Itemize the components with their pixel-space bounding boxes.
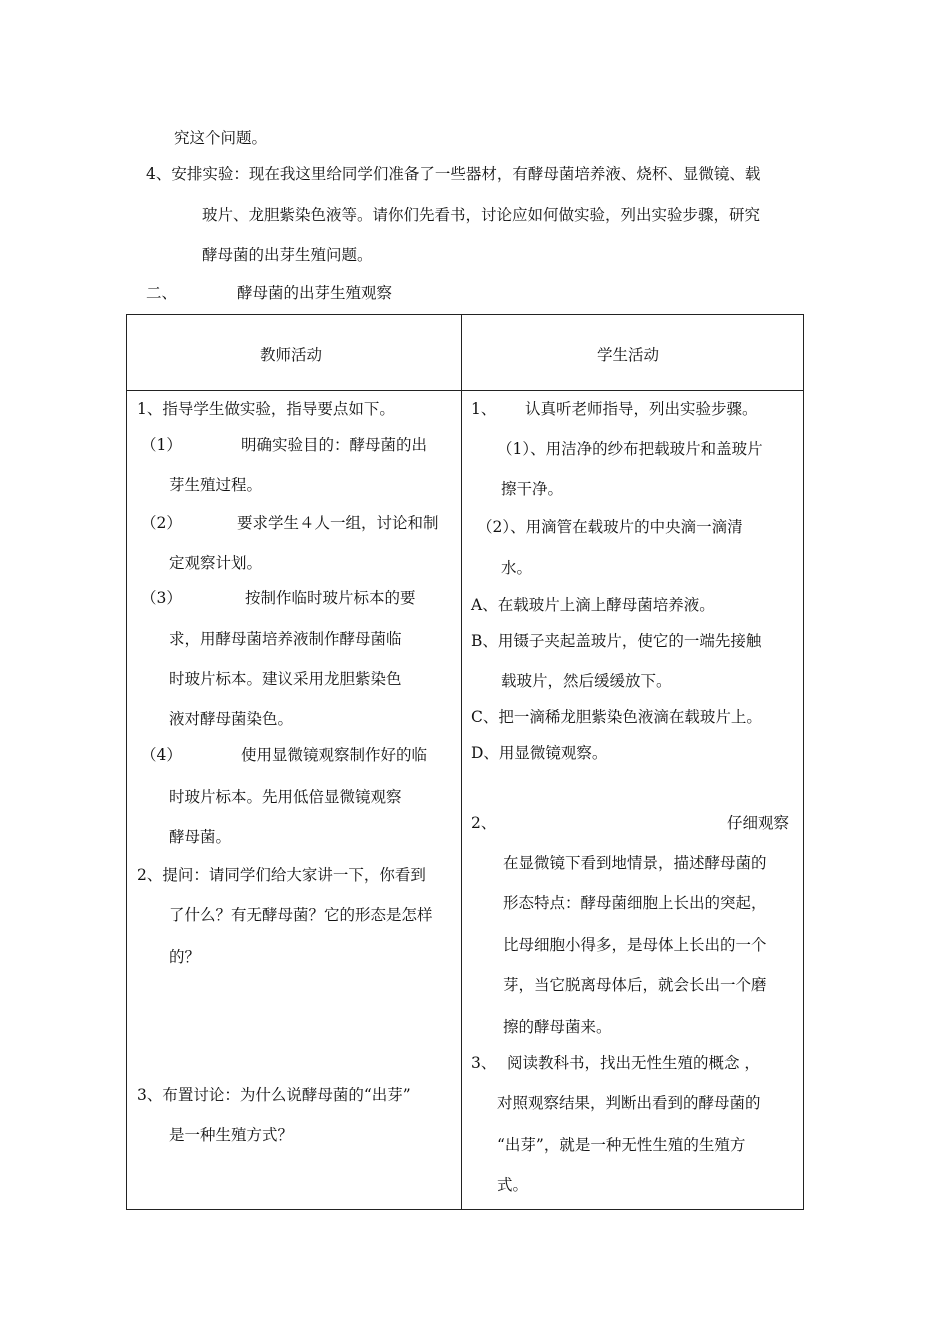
section-number: 二、 [146, 284, 178, 302]
teacher-line: 2、提问：请同学们给大家讲一下，你看到 [137, 866, 426, 884]
student-line: 在显微镜下看到地情景，描述酵母菌的 [503, 854, 767, 872]
step-4-line-3: 酵母菌的出芽生殖问题。 [202, 246, 373, 264]
teacher-line: 1、指导学生做实验，指导要点如下。 [137, 400, 395, 418]
student-line: （2）、用滴管在载玻片的中央滴一滴清 [477, 518, 743, 536]
header-teacher-activity: 教师活动 [260, 346, 323, 364]
student-line: C、把一滴稀龙胆紫染色液滴在载玻片上。 [471, 708, 762, 726]
teacher-line: 了什么？有无酵母菌？它的形态是怎样 [169, 906, 433, 924]
student-line: 阅读教科书，找出无性生殖的概念 ， [507, 1054, 760, 1072]
teacher-line: 时玻片标本。先用低倍显微镜观察 [169, 788, 402, 806]
student-line: 3、 [471, 1054, 497, 1072]
activity-table [126, 314, 804, 1210]
teacher-line: 求，用酵母菌培养液制作酵母菌临 [169, 630, 402, 648]
header-student-activity: 学生活动 [597, 346, 660, 364]
column-divider [461, 315, 462, 1209]
teacher-line: （3） [141, 589, 182, 607]
student-line: “出芽”，就是一种无性生殖的生殖方 [497, 1136, 746, 1154]
section-title: 酵母菌的出芽生殖观察 [237, 284, 393, 302]
student-line: 擦干净。 [501, 480, 564, 498]
header-divider [127, 390, 803, 391]
teacher-line: 是一种生殖方式？ [169, 1126, 294, 1144]
teacher-line: 定观察计划。 [169, 554, 263, 572]
student-line: 1、 [471, 400, 497, 418]
teacher-line: （4） [141, 746, 182, 764]
intro-continuation: 究这个问题。 [174, 129, 268, 147]
student-line: 认真听老师指导，列出实验步骤。 [525, 400, 758, 418]
student-line: 仔细观察 [727, 814, 790, 832]
teacher-line: 酵母菌。 [169, 828, 232, 846]
student-line: B、用镊子夹起盖玻片，使它的一端先接触 [471, 632, 762, 650]
step-4-line-1: 4、安排实验：现在我这里给同学们准备了一些器材，有酵母菌培养液、烧杯、显微镜、载 [146, 165, 761, 183]
student-line: D、用显微镜观察。 [471, 744, 608, 762]
teacher-line: 芽生殖过程。 [169, 476, 263, 494]
teacher-line: 3、布置讨论：为什么说酵母菌的“出芽” [137, 1086, 411, 1104]
student-line: 2、 [471, 814, 497, 832]
student-line: 比母细胞小得多，是母体上长出的一个 [503, 936, 767, 954]
teacher-line: 按制作临时玻片标本的要 [245, 589, 416, 607]
step-4-line-2: 玻片、龙胆紫染色液等。请你们先看书，讨论应如何做实验，列出实验步骤，研究 [202, 206, 761, 224]
teacher-line: 的？ [169, 948, 201, 966]
student-line: （1）、用洁净的纱布把载玻片和盖玻片 [497, 440, 763, 458]
student-line: 式。 [497, 1176, 529, 1194]
teacher-line: 使用显微镜观察制作好的临 [241, 746, 428, 764]
student-line: 形态特点：酵母菌细胞上长出的突起， [503, 894, 767, 912]
teacher-line: （2） [141, 514, 182, 532]
student-line: 芽，当它脱离母体后，就会长出一个磨 [503, 976, 767, 994]
student-line: 水。 [501, 559, 533, 577]
teacher-line: 要求学生４人一组，讨论和制 [237, 514, 439, 532]
student-line: 擦的酵母菌来。 [503, 1018, 612, 1036]
teacher-line: （1） [141, 436, 182, 454]
student-line: A、在载玻片上滴上酵母菌培养液。 [471, 596, 715, 614]
teacher-line: 明确实验目的：酵母菌的出 [241, 436, 428, 454]
student-line: 对照观察结果，判断出看到的酵母菌的 [497, 1094, 761, 1112]
teacher-line: 时玻片标本。建议采用龙胆紫染色 [169, 670, 402, 688]
teacher-line: 液对酵母菌染色。 [169, 710, 294, 728]
student-line: 载玻片，然后缓缓放下。 [501, 672, 672, 690]
